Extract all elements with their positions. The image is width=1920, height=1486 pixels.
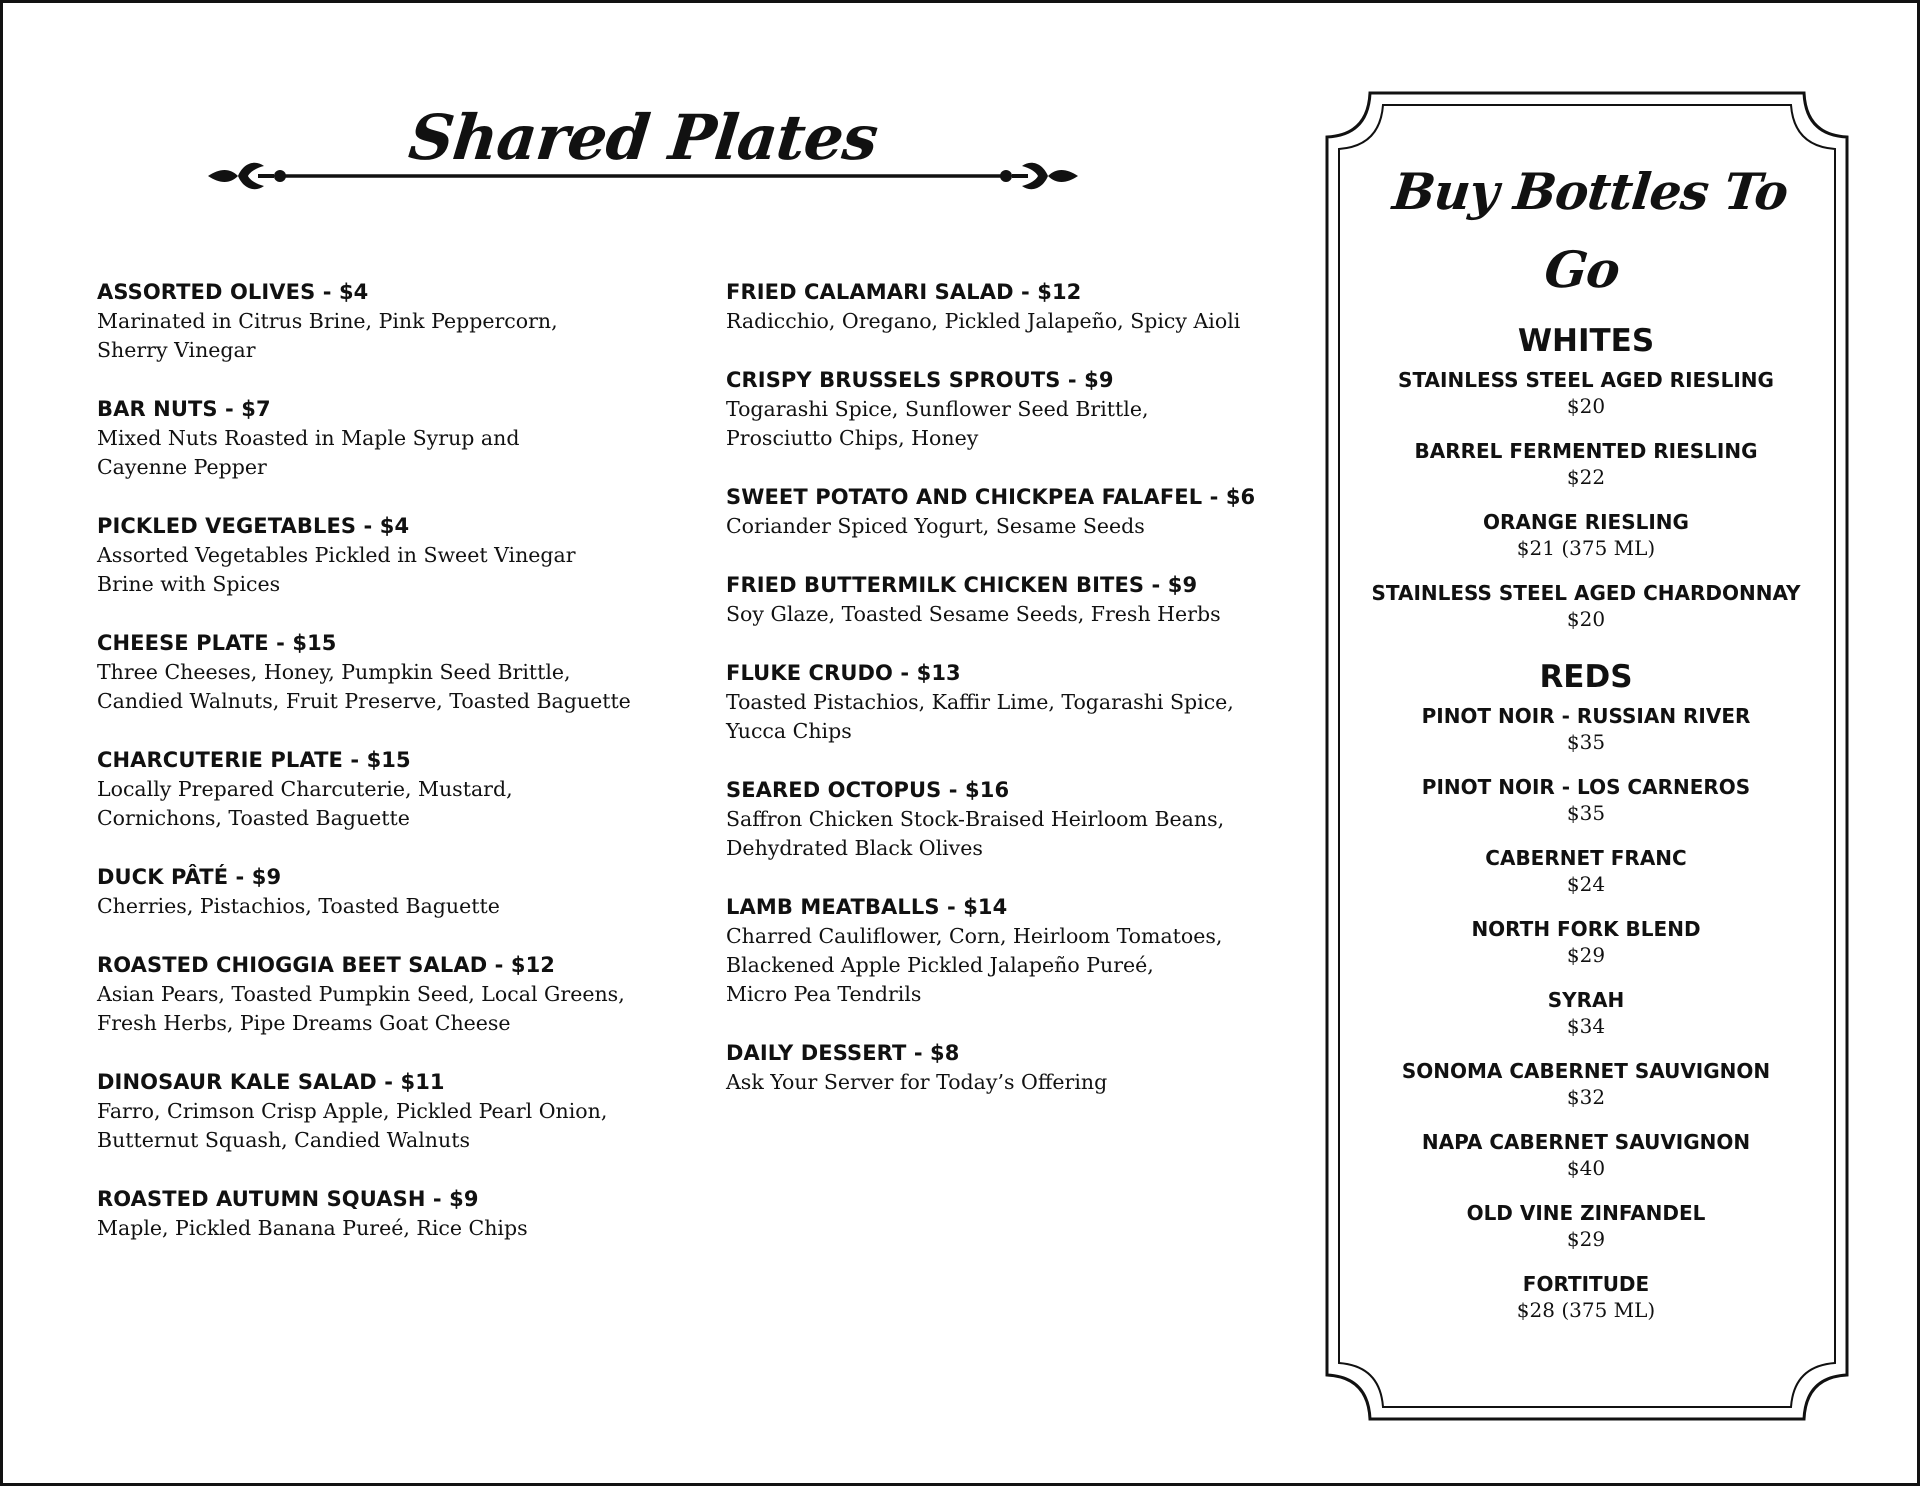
menu-item-name: ROASTED AUTUMN SQUASH - $9 xyxy=(97,1187,479,1211)
wine-item xyxy=(1348,1271,1824,1324)
wine-item xyxy=(1348,1200,1824,1253)
wine-name: PINOT NOIR - RUSSIAN RIVER xyxy=(1421,704,1751,728)
shared-plates-right-column xyxy=(726,277,1316,1126)
wine-item xyxy=(1348,703,1824,756)
menu-item-name: LAMB MEATBALLS - $14 xyxy=(726,895,1008,919)
wine-price: $28 (375 ML) xyxy=(1516,1298,1656,1322)
menu-item-description: Charred Cauliflower, Corn, Heirloom Tomatoes, Blackened Apple Pickled Jalapeño Pureé, Micro Pea Tendrils xyxy=(726,924,1223,1006)
menu-item-name: DAILY DESSERT - $8 xyxy=(726,1041,960,1065)
reds-heading: REDS xyxy=(1539,659,1633,695)
wine-item xyxy=(1348,987,1824,1040)
bottles-title: Buy Bottles To Go xyxy=(1390,162,1791,299)
menu-item-description: Togarashi Spice, Sunflower Seed Brittle, Prosciutto Chips, Honey xyxy=(726,397,1149,450)
menu-item-name: ASSORTED OLIVES - $4 xyxy=(97,280,369,304)
wine-price: $29 xyxy=(1566,943,1606,967)
menu-item-description: Coriander Spiced Yogurt, Sesame Seeds xyxy=(726,514,1145,538)
wine-price: $24 xyxy=(1566,872,1606,896)
menu-item-name: ROASTED CHIOGGIA BEET SALAD - $12 xyxy=(97,953,555,977)
wine-name: CABERNET FRANC xyxy=(1485,846,1687,870)
wine-item xyxy=(1348,580,1824,633)
menu-item-name: PICKLED VEGETABLES - $4 xyxy=(97,514,410,538)
wine-name: PINOT NOIR - LOS CARNEROS xyxy=(1421,775,1751,799)
menu-item xyxy=(726,365,1316,453)
menu-item-name: FRIED BUTTERMILK CHICKEN BITES - $9 xyxy=(726,573,1198,597)
wine-item xyxy=(1348,367,1824,420)
wine-item xyxy=(1348,1058,1824,1111)
menu-item-name: DINOSAUR KALE SALAD - $11 xyxy=(97,1070,445,1094)
shared-plates-title: Shared Plates xyxy=(405,101,881,174)
wine-price: $21 (375 ML) xyxy=(1516,536,1656,560)
menu-item-name: FRIED CALAMARI SALAD - $12 xyxy=(726,280,1082,304)
menu-item xyxy=(97,628,697,716)
menu-item-name: FLUKE CRUDO - $13 xyxy=(726,661,961,685)
wine-name: SONOMA CABERNET SAUVIGNON xyxy=(1401,1059,1771,1083)
wine-item xyxy=(1348,845,1824,898)
wine-price: $35 xyxy=(1566,730,1606,754)
menu-item-description: Assorted Vegetables Pickled in Sweet Vinegar Brine with Spices xyxy=(97,543,576,596)
wine-price: $20 xyxy=(1566,607,1606,631)
menu-item xyxy=(726,570,1316,629)
menu-item-description: Cherries, Pistachios, Toasted Baguette xyxy=(97,894,500,918)
wine-name: SYRAH xyxy=(1547,988,1625,1012)
menu-item xyxy=(97,862,697,921)
menu-item-description: Farro, Crimson Crisp Apple, Pickled Pearl Onion, Butternut Squash, Candied Walnuts xyxy=(97,1099,608,1152)
wine-name: STAINLESS STEEL AGED CHARDONNAY xyxy=(1371,581,1801,605)
wine-price: $22 xyxy=(1566,465,1606,489)
wine-price: $40 xyxy=(1566,1156,1606,1180)
wine-price: $34 xyxy=(1566,1014,1606,1038)
wine-item xyxy=(1348,509,1824,562)
ornament-divider-icon xyxy=(208,158,1078,194)
wine-name: NORTH FORK BLEND xyxy=(1471,917,1701,941)
menu-item xyxy=(726,892,1316,1009)
reds-list xyxy=(1348,703,1824,1324)
menu-item xyxy=(97,394,697,482)
menu-item xyxy=(97,745,697,833)
menu-item xyxy=(726,482,1316,541)
menu-item-name: CHARCUTERIE PLATE - $15 xyxy=(97,748,411,772)
menu-item-name: DUCK PÂTÉ - $9 xyxy=(97,865,282,889)
menu-item xyxy=(97,1067,697,1155)
menu-item-name: SEARED OCTOPUS - $16 xyxy=(726,778,1010,802)
bottles-panel xyxy=(1348,153,1824,1342)
menu-item xyxy=(726,658,1316,746)
menu-item-description: Saffron Chicken Stock-Braised Heirloom Beans, Dehydrated Black Olives xyxy=(726,807,1225,860)
menu-item-description: Asian Pears, Toasted Pumpkin Seed, Local Greens, Fresh Herbs, Pipe Dreams Goat Cheese xyxy=(97,982,625,1035)
wine-name: ORANGE RIESLING xyxy=(1483,510,1689,534)
menu-item xyxy=(97,950,697,1038)
menu-item xyxy=(97,277,697,365)
menu-item xyxy=(97,1184,697,1243)
wine-price: $35 xyxy=(1566,801,1606,825)
menu-item-description: Maple, Pickled Banana Pureé, Rice Chips xyxy=(97,1216,528,1240)
whites-list xyxy=(1348,367,1824,633)
wine-name: STAINLESS STEEL AGED RIESLING xyxy=(1398,368,1774,392)
menu-item-name: SWEET POTATO AND CHICKPEA FALAFEL - $6 xyxy=(726,485,1256,509)
menu-item xyxy=(97,511,697,599)
menu-item-name: CRISPY BRUSSELS SPROUTS - $9 xyxy=(726,368,1114,392)
menu-item-description: Locally Prepared Charcuterie, Mustard, Cornichons, Toasted Baguette xyxy=(97,777,513,830)
wine-name: OLD VINE ZINFANDEL xyxy=(1466,1201,1706,1225)
menu-item-name: BAR NUTS - $7 xyxy=(97,397,271,421)
menu-item xyxy=(726,775,1316,863)
menu-item-name: CHEESE PLATE - $15 xyxy=(97,631,337,655)
whites-heading: WHITES xyxy=(1517,323,1655,359)
wine-name: BARREL FERMENTED RIESLING xyxy=(1414,439,1758,463)
menu-item-description: Ask Your Server for Today’s Offering xyxy=(726,1070,1108,1094)
wine-item xyxy=(1348,438,1824,491)
menu-item-description: Marinated in Citrus Brine, Pink Peppercorn, Sherry Vinegar xyxy=(97,309,558,362)
wine-price: $20 xyxy=(1566,394,1606,418)
wine-item xyxy=(1348,916,1824,969)
wine-item xyxy=(1348,1129,1824,1182)
wine-name: FORTITUDE xyxy=(1522,1272,1650,1296)
menu-item-description: Mixed Nuts Roasted in Maple Syrup and Cayenne Pepper xyxy=(97,426,520,479)
menu-item-description: Soy Glaze, Toasted Sesame Seeds, Fresh Herbs xyxy=(726,602,1221,626)
menu-item xyxy=(726,1038,1316,1097)
wine-name: NAPA CABERNET SAUVIGNON xyxy=(1421,1130,1751,1154)
wine-item xyxy=(1348,774,1824,827)
wine-price: $29 xyxy=(1566,1227,1606,1251)
menu-item xyxy=(726,277,1316,336)
wine-price: $32 xyxy=(1566,1085,1606,1109)
menu-item-description: Three Cheeses, Honey, Pumpkin Seed Brittle, Candied Walnuts, Fruit Preserve, Toasted Baguette xyxy=(97,660,631,713)
menu-item-description: Radicchio, Oregano, Pickled Jalapeño, Spicy Aioli xyxy=(726,309,1241,333)
shared-plates-left-column xyxy=(97,277,697,1272)
menu-item-description: Toasted Pistachios, Kaffir Lime, Togarashi Spice, Yucca Chips xyxy=(726,690,1234,743)
